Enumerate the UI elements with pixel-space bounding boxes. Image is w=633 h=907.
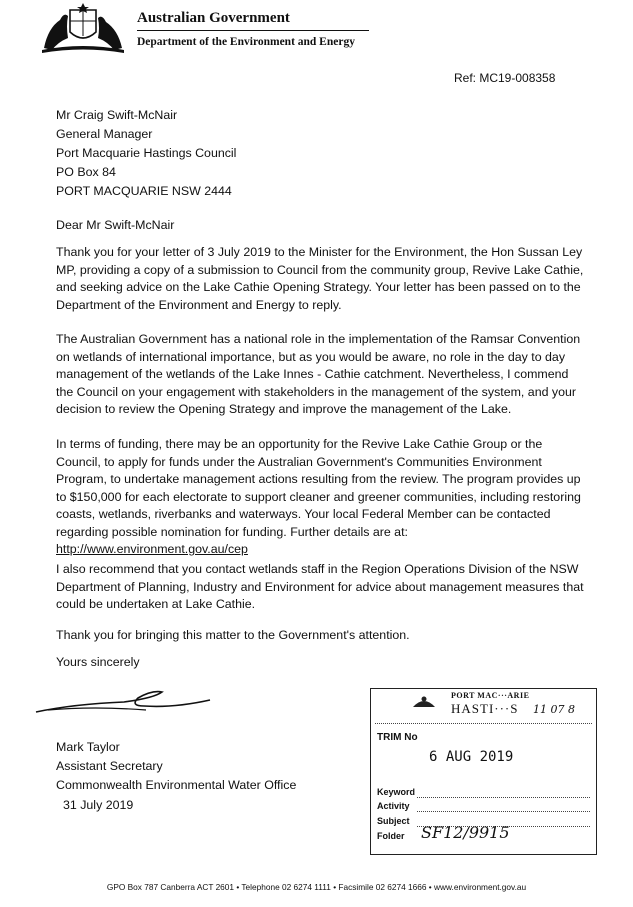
signer-title: Assistant Secretary xyxy=(56,759,163,773)
letter-date: 31 July 2019 xyxy=(63,798,134,812)
stamp-trim-label: TRIM No xyxy=(377,732,418,743)
coat-of-arms-icon xyxy=(40,2,126,54)
salutation: Dear Mr Swift-McNair xyxy=(56,218,175,232)
received-stamp xyxy=(370,688,597,855)
stamp-folder-value: SF12/9915 xyxy=(421,823,510,842)
footer-contact: GPO Box 787 Canberra ACT 2601 • Telephone 02 6274 1111 • Facsimile 02 6274 1666 • www.environment.gov.au xyxy=(106,882,527,892)
stamp-council-line2: HASTI···S xyxy=(451,701,519,716)
stamp-folder-label: Folder xyxy=(377,831,405,841)
cep-link[interactable]: http://www.environment.gov.au/cep xyxy=(56,542,248,556)
reference-number: Ref: MC19-008358 xyxy=(454,71,556,85)
stamp-handwritten-number: 11 07 8 xyxy=(533,703,575,716)
signer-name: Mark Taylor xyxy=(56,740,120,754)
government-title: Australian Government xyxy=(137,10,290,26)
paragraph-2: The Australian Government has a national role in the implementation of the Ramsar Convention on wetlands of international importance, but as you would be aware, no role in the day to day management of the wetlands of the Lake Innes - Cathie catchment. Nevertheless, I commend the Council on your engagement with stakeholders in the management of the system, and your decision to review the Opening Strategy and improve the management of the Lake. xyxy=(56,332,581,416)
recipient-address xyxy=(56,106,236,201)
closing: Yours sincerely xyxy=(56,655,140,669)
header-rule xyxy=(137,30,369,31)
recipient-line: PO Box 84 xyxy=(56,165,116,179)
recipient-line: General Manager xyxy=(56,127,153,141)
recipient-line: Port Macquarie Hastings Council xyxy=(56,146,237,160)
stamp-received-date: 6 AUG 2019 xyxy=(429,749,514,765)
signature-icon xyxy=(34,680,214,720)
stamp-council-line1: PORT MAC···ARIE xyxy=(451,691,530,700)
signer-block xyxy=(56,738,296,795)
paragraph-3 xyxy=(56,436,586,559)
department-name: Department of the Environment and Energy xyxy=(137,36,355,48)
council-logo-icon xyxy=(411,693,437,711)
paragraph-3-text: In terms of funding, there may be an opportunity for the Revive Lake Cathie Group or the Council, to apply for funds under the Australian Government's Communities Environment Program, to undertake management actions resulting from the review. The program provides up to $150,000 for each electorate to support cleaner and greener communities, including restoring coasts, wetlands, riverbanks and waterways. Your local Federal Member can be contacted regarding possible nomination for funding. Further details are at: xyxy=(56,437,581,539)
recipient-line: Mr Craig Swift-McNair xyxy=(56,108,178,122)
recipient-line: PORT MACQUARIE NSW 2444 xyxy=(56,184,232,198)
paragraph-4: I also recommend that you contact wetlands staff in the Region Operations Division of the NSW Department of Planning, Industry and Environment for advice about management measures that could be undertaken at Lake Cathie. xyxy=(56,562,584,611)
stamp-keyword-label: Keyword xyxy=(377,787,416,797)
stamp-divider xyxy=(375,723,592,724)
stamp-activity-label: Activity xyxy=(377,801,410,811)
stamp-dots xyxy=(417,797,590,798)
paragraph-5: Thank you for bringing this matter to the Government's attention. xyxy=(56,628,410,642)
stamp-subject-label: Subject xyxy=(377,816,410,826)
stamp-dots xyxy=(417,811,590,812)
paragraph-1: Thank you for your letter of 3 July 2019 to the Minister for the Environment, the Hon Sussan Ley MP, providing a copy of a submission to Council from the community group, Revive Lake Cathie, and seeking advice on the Lake Cathie Opening Strategy. Your letter has been passed on to the Department of the Environment and Energy to reply. xyxy=(56,245,584,312)
signer-office: Commonwealth Environmental Water Office xyxy=(56,778,297,792)
